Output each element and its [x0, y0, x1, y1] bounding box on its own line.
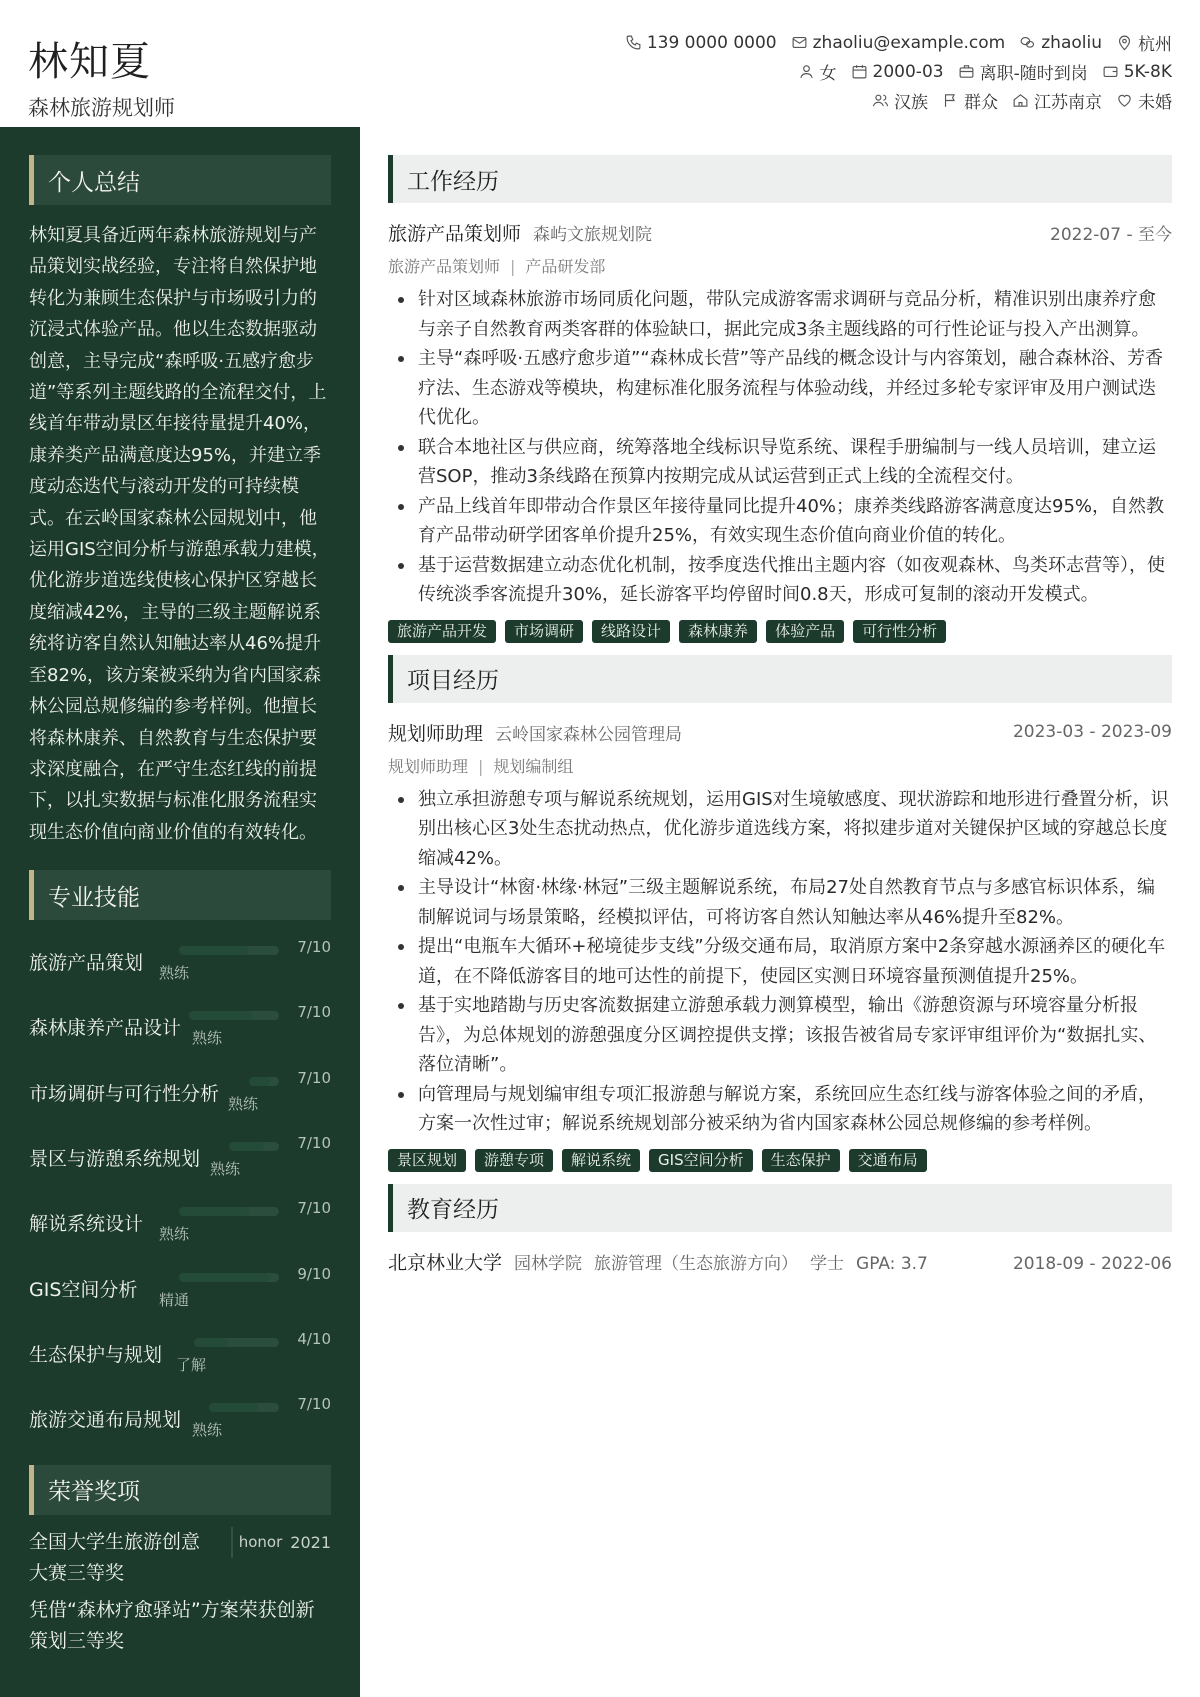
project-title-line — [388, 719, 1172, 746]
skill-level: 精通 — [159, 1290, 190, 1309]
skill-item — [29, 1320, 331, 1385]
contact-marital-text: 未婚 — [1138, 93, 1172, 113]
project-section — [388, 655, 1172, 1172]
contact-birth — [851, 62, 944, 82]
project-tag: GIS空间分析 — [649, 1149, 753, 1172]
contact-salary — [1102, 62, 1172, 82]
skill-level: 熟练 — [192, 1421, 223, 1440]
project-tag: 生态保护 — [762, 1149, 840, 1172]
contact-row-3 — [372, 86, 1172, 115]
award-year: 2021 — [290, 1532, 331, 1552]
skill-item — [29, 1124, 331, 1189]
contact-block — [372, 28, 1172, 115]
contact-status — [958, 59, 1088, 84]
skill-bar — [229, 1142, 279, 1151]
project-bullet: 独立承担游憩专项与解说系统规划，运用GIS对生境敏感度、现状游踪和地形进行叠置分析，识别出核心区3处生态扰动热点，优化游步道选线方案，将拟建步道对关键保护区域的穿越总长度缩减42%。 — [388, 785, 1172, 874]
project-tag: 游憩专项 — [475, 1149, 553, 1172]
skill-item — [29, 1189, 331, 1254]
work-bullet: 主导“森呼吸·五感疗愈步道”“森林成长营”等产品线的概念设计与内容策划，融合森林浴、芳香疗法、生态游戏等模块，构建标准化服务流程与体验动线，并经过多轮专家评审及用户测试迭代优化。 — [388, 344, 1172, 433]
contact-gender — [798, 59, 837, 84]
skill-bar-fill — [179, 946, 249, 955]
work-position: 旅游产品策划师 — [388, 257, 501, 276]
education-gpa: GPA: 3.7 — [856, 1253, 928, 1274]
education-heading: 教育经历 — [388, 1184, 1172, 1232]
skill-bar — [209, 1403, 279, 1412]
skill-level: 了解 — [176, 1355, 207, 1374]
candidate-name: 林知夏 — [28, 39, 151, 85]
mail-icon — [791, 34, 808, 51]
skill-score: 4/10 — [297, 1329, 331, 1348]
summary-text: 林知夏具备近两年森林旅游规划与产品策划实战经验，专注将自然保护地转化为兼顾生态保护与市场吸引力的沉浸式体验产品。他以生态数据驱动创意，主导完成“森呼吸·五感疗愈步道”等系列主题线路的全流程交付，上线首年带动景区年接待量提升40%，康养类产品满意度达95%，并建立季度动态迭代与滚动开发的可持续模式。在云岭国家森林公园规划中，他运用GIS空间分析与游憩承载力建模，优化游步道选线使核心保护区穿越长度缩减42%，主导的三级主题解说系统将访客自然认知触达率从46%提升至82%，该方案被采纳为省内国家森林公园总规修编的参考样例。他擅长将森林康养、自然教育与生态保护要求深度融合，在严守生态红线的前提下，以扎实数据与标准化服务流程实现生态价值向商业价值的有效转化。 — [29, 225, 330, 843]
skill-name: 景区与游憩系统规划 — [29, 1148, 201, 1171]
skill-score: 7/10 — [297, 1003, 331, 1022]
wallet-icon — [1102, 63, 1119, 80]
work-bullets — [388, 285, 1172, 610]
contact-marital — [1116, 88, 1172, 113]
people-icon — [872, 92, 889, 109]
contact-gender-text: 女 — [819, 64, 837, 84]
summary-section — [29, 155, 331, 848]
work-bullet: 基于运营数据建立动态优化机制，按季度迭代推出主题内容（如夜观森林、鸟类环志营等），使传统淡季客流提升30%，延长游客平均停留时间0.8天，形成可复制的滚动开发模式。 — [388, 551, 1172, 610]
heart-icon — [1116, 92, 1133, 109]
work-tag: 市场调研 — [505, 620, 583, 643]
work-date: 2022-07 - 至今 — [1050, 225, 1172, 245]
home-icon — [1012, 92, 1029, 109]
contact-ethnicity — [872, 88, 928, 113]
contact-location-text: 杭州 — [1138, 35, 1172, 55]
education-section — [388, 1184, 1172, 1275]
contact-phone — [625, 33, 777, 53]
skill-item — [29, 1255, 331, 1320]
skill-level: 熟练 — [192, 1029, 223, 1048]
work-dept: 产品研发部 — [525, 257, 606, 276]
skill-score: 7/10 — [297, 1395, 331, 1414]
work-tag: 体验产品 — [766, 620, 844, 643]
skill-score: 7/10 — [297, 1134, 331, 1153]
calendar-icon — [851, 63, 868, 80]
skill-bar-fill — [209, 1403, 258, 1412]
skill-bar — [179, 946, 279, 955]
project-bullet: 提出“电瓶车大循环+秘境徒步支线”分级交通布局，取消原方案中2条穿越水源涵养区的硬化车道，在不降低游客目的地可达性的前提下，使园区实测日环境容量预测值提升25%。 — [388, 932, 1172, 991]
skill-name: 解说系统设计 — [29, 1213, 144, 1236]
project-tags — [388, 1149, 1172, 1172]
award-badge: honor — [231, 1527, 283, 1558]
sidebar — [0, 127, 360, 1697]
project-heading: 项目经历 — [388, 655, 1172, 703]
work-role: 旅游产品策划师 — [388, 223, 522, 245]
skill-level: 熟练 — [159, 1225, 190, 1244]
work-tag: 旅游产品开发 — [388, 620, 496, 643]
education-degree: 学士 — [810, 1253, 845, 1274]
contact-ethnicity-text: 汉族 — [894, 93, 928, 113]
work-subline: 旅游产品策划师 | 产品研发部 — [388, 257, 606, 276]
skill-bar — [179, 1207, 279, 1216]
skill-name: 旅游交通布局规划 — [29, 1409, 182, 1432]
resume-header — [0, 0, 1200, 127]
flag-icon — [942, 92, 959, 109]
project-org: 云岭国家森林公园管理局 — [495, 724, 683, 745]
skills-section — [29, 870, 331, 1450]
wechat-icon — [1019, 34, 1036, 51]
person-icon — [798, 63, 815, 80]
awards-section — [29, 1465, 331, 1657]
skill-name: 市场调研与可行性分析 — [29, 1082, 220, 1105]
contact-salary-text: 5K-8K — [1123, 61, 1172, 82]
project-tag: 解说系统 — [562, 1149, 640, 1172]
skill-bar — [189, 1011, 279, 1020]
contact-birth-text: 2000-03 — [872, 61, 944, 82]
work-bullet: 联合本地社区与供应商，统筹落地全线标识导览系统、课程手册编制与一线人员培训，建立运营SOP，推动3条线路在预算内按期完成从试运营到正式上线的全流程交付。 — [388, 433, 1172, 492]
awards-heading: 荣誉奖项 — [29, 1465, 331, 1515]
skill-bar — [179, 1273, 279, 1282]
contact-political-text: 群众 — [964, 93, 998, 113]
project-subline: 规划师助理 | 规划编制组 — [388, 756, 574, 776]
main-content — [388, 155, 1172, 1275]
skill-bar-fill — [229, 1142, 264, 1151]
work-bullet: 产品上线首年即带动合作景区年接待量同比提升40%；康养类线路游客满意度达95%，自然教育产品带动研学团客单价提升25%，有效实现生态价值向商业价值的转化。 — [388, 492, 1172, 551]
skill-name: 旅游产品策划 — [29, 952, 144, 975]
skill-score: 7/10 — [297, 938, 331, 957]
skill-item — [29, 1059, 331, 1124]
contact-row-1 — [372, 28, 1172, 57]
skill-score: 7/10 — [297, 1199, 331, 1218]
project-position: 规划师助理 — [388, 756, 469, 776]
contact-political — [942, 88, 998, 113]
project-tag: 交通布局 — [849, 1149, 927, 1172]
work-heading: 工作经历 — [388, 155, 1172, 203]
skill-level: 熟练 — [210, 1160, 241, 1179]
education-line — [388, 1248, 1172, 1275]
contact-hometown — [1012, 88, 1102, 113]
work-section — [388, 155, 1172, 643]
education-major: 旅游管理（生态旅游方向） — [594, 1253, 799, 1274]
education-school: 北京林业大学 — [388, 1251, 503, 1274]
contact-hometown-text: 江苏南京 — [1034, 93, 1102, 113]
skills-heading: 专业技能 — [29, 870, 331, 920]
education-college: 园林学院 — [514, 1253, 583, 1274]
contact-status-text: 离职-随时到岗 — [979, 64, 1088, 84]
skill-bar-fill — [194, 1338, 228, 1347]
location-icon — [1116, 34, 1133, 51]
project-bullets — [388, 785, 1172, 1139]
work-tag: 线路设计 — [592, 620, 670, 643]
work-tags — [388, 620, 1172, 643]
skill-level: 熟练 — [228, 1094, 259, 1113]
contact-phone-text: 139 0000 0000 — [646, 32, 777, 53]
project-tag: 景区规划 — [388, 1149, 466, 1172]
skill-bar-fill — [189, 1011, 252, 1020]
contact-email — [791, 33, 1006, 53]
skill-name: 生态保护与规划 — [29, 1343, 163, 1366]
work-title-line — [388, 219, 1172, 246]
contact-wechat-text: zhaoliu — [1041, 32, 1102, 53]
skill-item — [29, 993, 331, 1058]
project-bullet: 基于实地踏勘与历史客流数据建立游憩承载力测算模型，输出《游憩资源与环境容量分析报告》，为总体规划的游憩强度分区调控提供支撑；该报告被省局专家评审组评价为“数据扎实、落位清晰”。 — [388, 991, 1172, 1080]
skill-item — [29, 1385, 331, 1450]
summary-heading: 个人总结 — [29, 155, 331, 205]
work-tag: 森林康养 — [679, 620, 757, 643]
skills-list — [29, 928, 331, 1450]
project-bullet: 主导设计“林窗·林缘·林冠”三级主题解说系统，布局27处自然教育节点与多感官标识体系，编制解说词与场景策略，经模拟评估，可将访客自然认知触达率从46%提升至82%。 — [388, 873, 1172, 932]
project-role: 规划师助理 — [388, 722, 484, 745]
candidate-title: 森林旅游规划师 — [28, 96, 175, 120]
contact-wechat — [1019, 33, 1102, 53]
contact-location — [1116, 30, 1172, 55]
skill-item — [29, 928, 331, 993]
skill-bar-fill — [179, 1273, 269, 1282]
contact-email-text: zhaoliu@example.com — [812, 32, 1006, 53]
work-bullet: 针对区域森林旅游市场同质化问题，带队完成游客需求调研与竞品分析，精准识别出康养疗愈与亲子自然教育两类客群的体验缺口，据此完成3条主题线路的可行性论证与投入产出测算。 — [388, 285, 1172, 344]
education-date: 2018-09 - 2022-06 — [1012, 1253, 1172, 1274]
skill-score: 9/10 — [297, 1264, 331, 1283]
skill-level: 熟练 — [159, 964, 190, 983]
award-meta — [231, 1527, 331, 1558]
skill-bar — [194, 1338, 279, 1347]
award-item — [29, 1527, 331, 1589]
skill-name: GIS空间分析 — [29, 1278, 138, 1301]
skill-bar — [249, 1077, 279, 1086]
project-dept: 规划编制组 — [493, 756, 574, 776]
work-org: 森屿文旅规划院 — [533, 225, 653, 245]
skill-bar-fill — [249, 1077, 270, 1086]
skill-score: 7/10 — [297, 1068, 331, 1087]
award-extra: 凭借“森林疗愈驿站”方案荣获创新策划三等奖 — [29, 1598, 315, 1652]
project-bullet: 向管理局与规划编审组专项汇报游憩与解说方案，系统回应生态红线与游客体验之间的矛盾，方案一次性过审；解说系统规划部分被采纳为省内国家森林公园总规修编的参考样例。 — [388, 1080, 1172, 1139]
award-title: 全国大学生旅游创意大赛三等奖 — [29, 1530, 201, 1584]
contact-row-2 — [372, 57, 1172, 86]
skill-bar-fill — [179, 1207, 249, 1216]
skill-name: 森林康养产品设计 — [29, 1017, 182, 1040]
project-date: 2023-03 - 2023-09 — [1012, 722, 1172, 742]
work-tag: 可行性分析 — [853, 620, 946, 643]
briefcase-icon — [958, 63, 975, 80]
phone-icon — [625, 34, 642, 51]
